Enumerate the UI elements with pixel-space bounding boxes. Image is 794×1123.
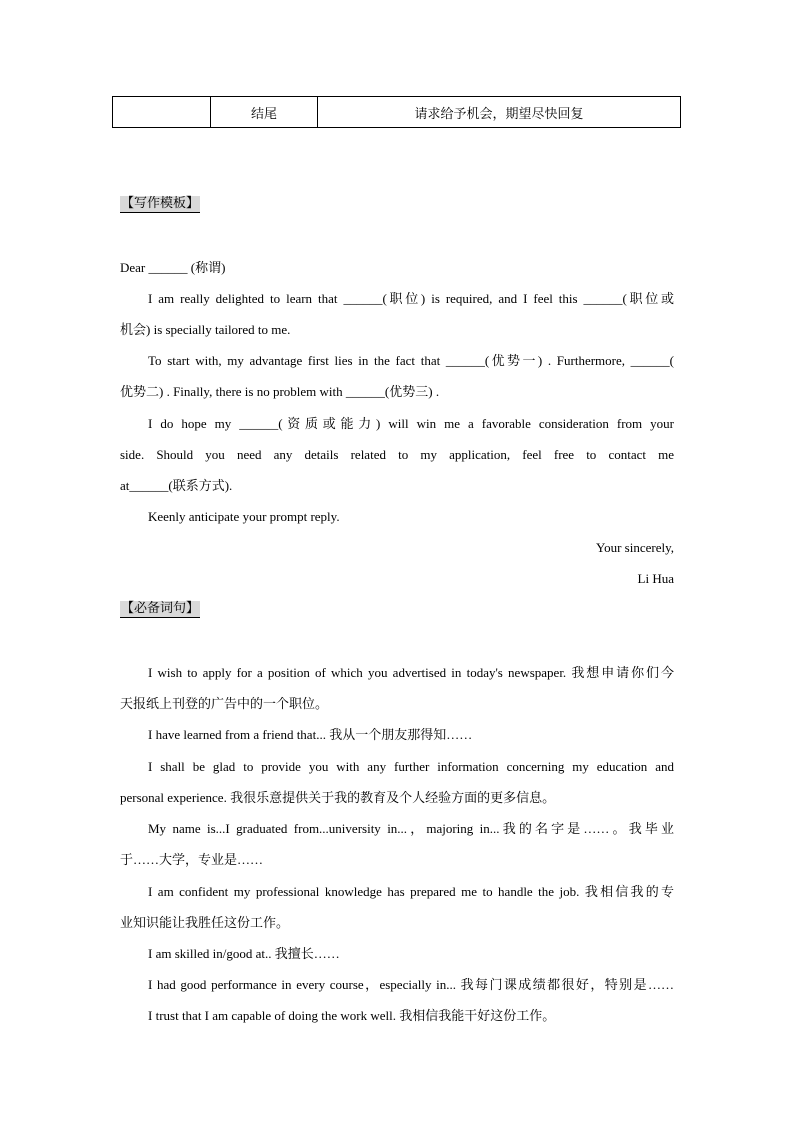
phrase-line: personal experience. 我很乐意提供关于我的教育及个人经验方面的更多信息。 xyxy=(120,790,556,805)
template-line: Keenly anticipate your prompt reply. xyxy=(148,509,340,524)
phrase-line: 于……大学，专业是…… xyxy=(120,852,264,867)
phrase-line: 天报纸上刊登的广告中的一个职位。 xyxy=(120,696,329,711)
template-line: 机会) is specially tailored to me. xyxy=(120,322,291,337)
table-cell-content: 请求给予机会，期望尽快回复 xyxy=(318,97,681,128)
phrase-line: I wish to apply for a position of which you advertised in today's newspaper. 我想申请你们今 xyxy=(148,665,674,680)
closing-line: Your sincerely, xyxy=(596,540,674,555)
template-line: To start with, my advantage first lies in the fact that ______(优势一) . Furthermore, ______( xyxy=(148,353,674,368)
table-row xyxy=(113,97,681,128)
phrase-line: I am confident my professional knowledge has prepared me to handle the job. 我相信我的专 xyxy=(148,884,674,899)
template-line: I am really delighted to learn that ______(职位) is required, and I feel this ______(职位或 xyxy=(148,291,674,306)
outline-table xyxy=(112,96,681,128)
phrase-line: My name is...I graduated from...university in...，majoring in...我的名字是……。我毕业 xyxy=(148,821,674,836)
template-heading: 【写作模板】 xyxy=(121,196,200,211)
template-line: side. Should you need any details related to my application, feel free to contact me xyxy=(120,447,674,462)
phrase-line: I have learned from a friend that... 我从一个朋友那得知…… xyxy=(148,727,473,742)
phrase-line: I am skilled in/good at.. 我擅长…… xyxy=(148,946,340,961)
phrase-line: 业知识能让我胜任这份工作。 xyxy=(120,915,290,930)
template-line: at______(联系方式). xyxy=(120,478,233,493)
template-line: Dear ______ (称谓) xyxy=(120,260,226,275)
phrase-line: I had good performance in every course，especially in... 我每门课成绩都很好，特别是…… xyxy=(148,977,674,992)
phrase-line: I shall be glad to provide you with any further information concerning my education and xyxy=(148,759,674,774)
signature-line: Li Hua xyxy=(637,571,674,586)
template-line: 优势二) . Finally, there is no problem with ______(优势三) . xyxy=(120,384,440,399)
phrase-line: I trust that I am capable of doing the work well. 我相信我能干好这份工作。 xyxy=(148,1008,556,1023)
template-line: I do hope my ______(资质或能力) will win me a favorable consideration from your xyxy=(148,416,674,431)
table-cell-empty xyxy=(113,97,211,128)
table-cell-section: 结尾 xyxy=(211,97,318,128)
phrases-heading: 【必备词句】 xyxy=(121,601,200,616)
